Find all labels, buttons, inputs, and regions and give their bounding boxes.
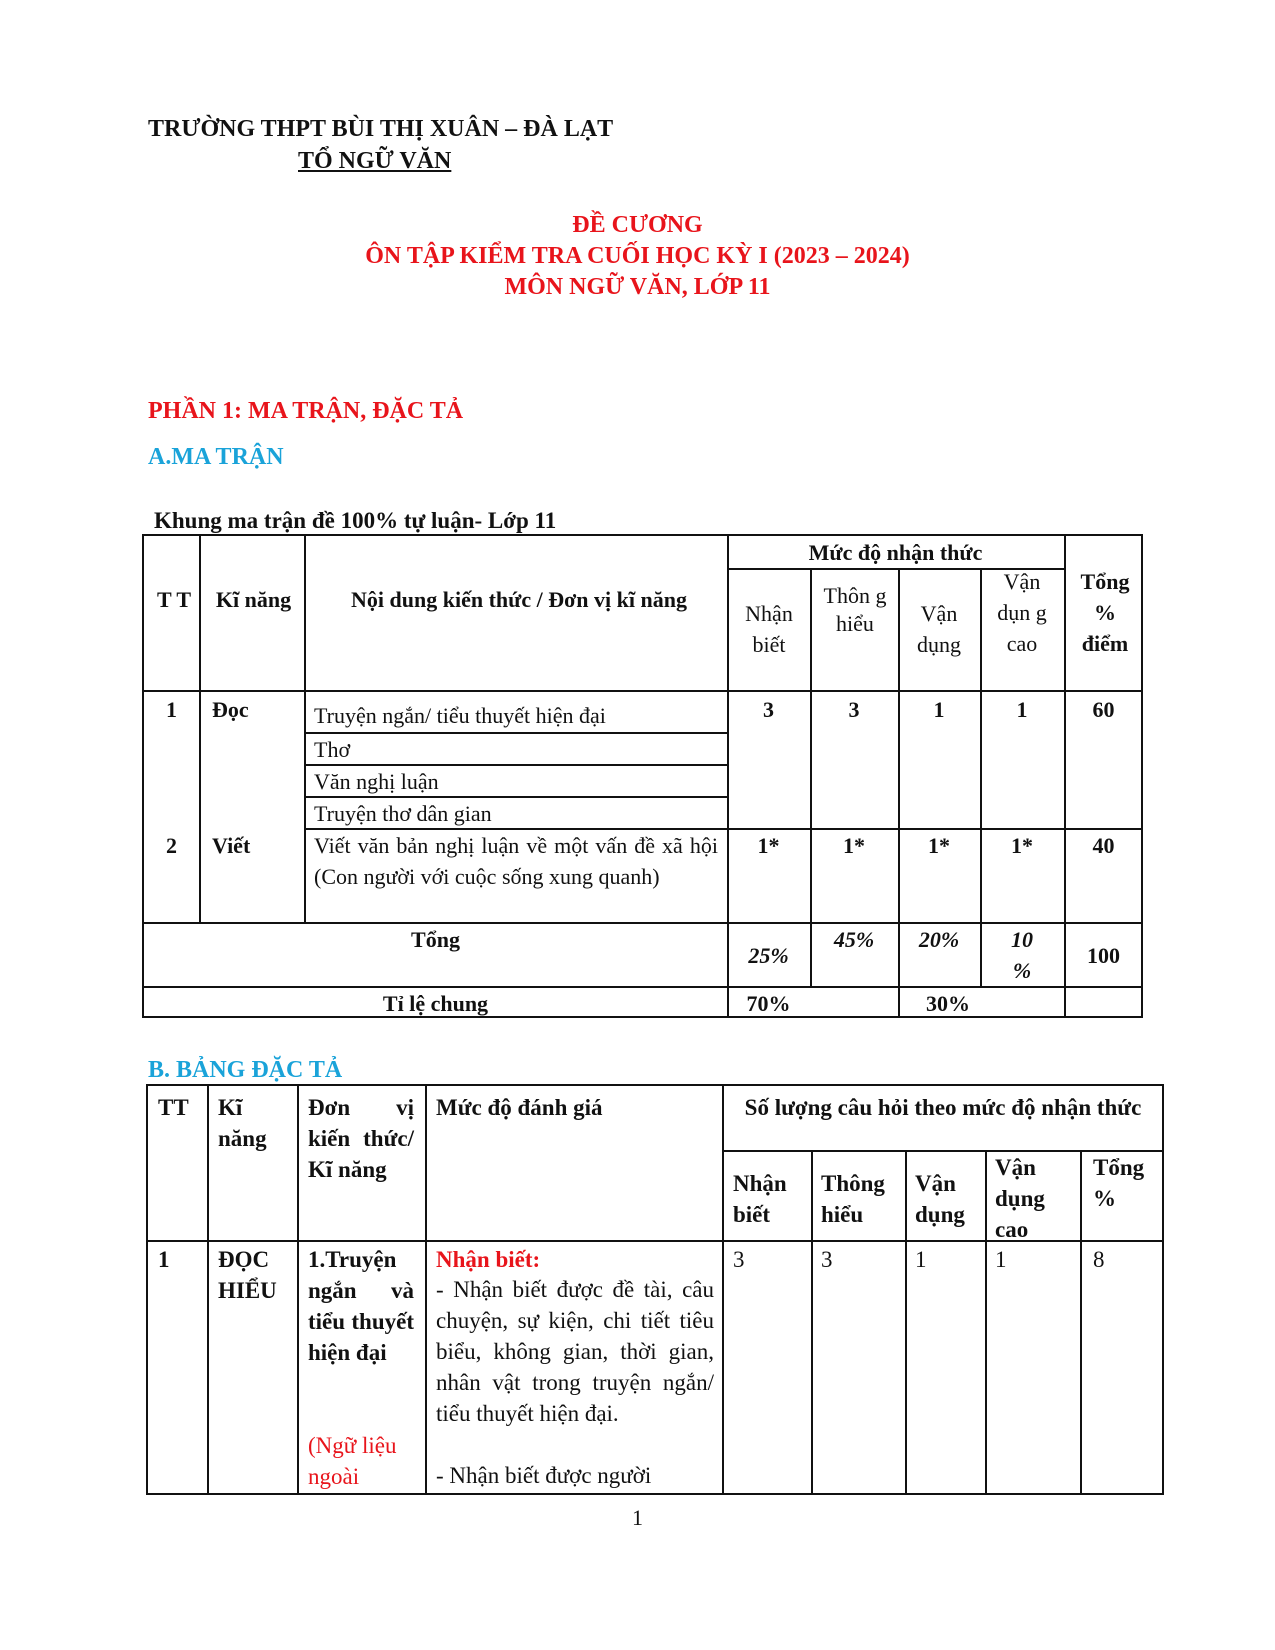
header-th: Thôn g hiểu — [823, 583, 887, 636]
spec-header-vdc: Vận dụng cao — [995, 1155, 1045, 1242]
header-vd: Vận dụng — [917, 601, 961, 657]
spec-row1-level-text-1: - Nhận biết được đề tài, câu chuyện, sự kiện, chi tiết tiêu biểu, không gian, thời gian, nhân vật trong truyện ngắn/ tiểu thuyết hiện đại. — [436, 1277, 714, 1426]
header-skill: Kĩ năng — [215, 587, 292, 612]
spec-header-skill: Kĩ năng — [218, 1095, 267, 1151]
spec-header-nb: Nhận biết — [733, 1171, 787, 1227]
spec-header-vd: Vận dụng — [915, 1171, 965, 1227]
spec-row1-level-text-2: - Nhận biết được người — [436, 1463, 652, 1488]
row1-vdc: 1 — [1016, 697, 1028, 722]
ratio-a: 70% — [746, 991, 791, 1016]
sum-vd: 20% — [918, 927, 960, 952]
section-b-heading: B. BẢNG ĐẶC TẢ — [148, 1057, 343, 1083]
sum-label: Tổng — [411, 927, 460, 952]
spec-header-th: Thông hiểu — [821, 1171, 885, 1227]
row1-content-4: Truyện thơ dân gian — [314, 801, 492, 826]
row2-vdc: 1* — [1011, 833, 1033, 858]
row2-th: 1* — [843, 833, 865, 858]
row1-content-2: Thơ — [314, 737, 351, 762]
header-vdc: Vận dụn g cao — [997, 569, 1047, 656]
header-total: Tổng % điểm — [1080, 569, 1130, 656]
spec-row1-level-title: Nhận biết: — [436, 1247, 541, 1272]
row1-skill: Đọc — [212, 697, 249, 722]
sum-vdc: 10 % — [1011, 927, 1033, 983]
header-tt: T T — [156, 587, 192, 612]
row2-nb: 1* — [757, 833, 780, 858]
title-line-1: ĐỀ CƯƠNG — [572, 212, 703, 238]
spec-row1-th: 3 — [821, 1247, 833, 1272]
ratio-label: Tỉ lệ chung — [382, 991, 489, 1016]
sum-nb: 25% — [748, 943, 789, 968]
header-level: Mức độ nhận thức — [808, 540, 983, 565]
spec-row1-unit: 1.Truyện ngắn và tiểu thuyết hiện đại — [308, 1247, 414, 1365]
spec-row1-unit-note: (Ngữ liệu ngoài — [308, 1433, 397, 1489]
spec-row1-vd: 1 — [915, 1247, 927, 1272]
spec-row1-skill: ĐỌC HIỂU — [218, 1247, 277, 1303]
row2-vd: 1* — [928, 833, 950, 858]
spec-table — [146, 1084, 1164, 1495]
matrix-caption: Khung ma trận đề 100% tự luận- Lớp 11 — [154, 508, 557, 533]
spec-row1-vdc: 1 — [995, 1247, 1007, 1272]
row1-th: 3 — [848, 697, 860, 722]
row2-content: Viết văn bản nghị luận về một vấn đề xã hội (Con người với cuộc sống xung quanh) — [314, 833, 718, 889]
spec-header-tt: TT — [158, 1095, 189, 1120]
document-title — [0, 210, 1275, 303]
spec-header-count: Số lượng câu hỏi theo mức độ nhận thức — [744, 1095, 1142, 1120]
row1-content-1: Truyện ngắn/ tiểu thuyết hiện đại — [314, 703, 606, 728]
row1-total: 60 — [1092, 697, 1115, 722]
department-name: TỔ NGỮ VĂN — [298, 148, 452, 174]
row1-content-3: Văn nghị luận — [314, 769, 439, 794]
part-heading: PHẦN 1: MA TRẬN, ĐẶC TẢ — [148, 398, 464, 424]
row2-skill: Viết — [212, 833, 251, 858]
page-number: 1 — [632, 1505, 643, 1530]
row2-total: 40 — [1092, 833, 1115, 858]
spec-header-level: Mức độ đánh giá — [436, 1095, 603, 1120]
sum-total: 100 — [1087, 943, 1120, 968]
spec-header-unit: Đơn vị kiến thức/ Kĩ năng — [308, 1095, 414, 1182]
row1-nb: 3 — [763, 697, 774, 722]
spec-row1-total: 8 — [1093, 1247, 1105, 1272]
row1-tt: 1 — [166, 697, 177, 722]
row2-tt: 2 — [166, 833, 177, 858]
row1-vd: 1 — [933, 697, 945, 722]
title-line-3: MÔN NGỮ VĂN, LỚP 11 — [504, 274, 771, 300]
spec-row1-tt: 1 — [158, 1247, 170, 1272]
spec-row1-nb: 3 — [733, 1247, 745, 1272]
spec-header-total: Tổng % — [1093, 1155, 1145, 1211]
sum-th: 45% — [833, 927, 875, 952]
header-nb: Nhận biết — [745, 601, 793, 657]
title-line-2: ÔN TẬP KIỂM TRA CUỐI HỌC KỲ I (2023 – 2024) — [365, 243, 910, 269]
header-content: Nội dung kiến thức / Đơn vị kĩ năng — [351, 587, 687, 612]
school-name: TRƯỜNG THPT BÙI THỊ XUÂN – ĐÀ LẠT — [148, 116, 614, 142]
matrix-table — [142, 534, 1143, 1018]
ratio-b: 30% — [926, 991, 970, 1016]
section-a-heading: A.MA TRẬN — [148, 444, 284, 470]
